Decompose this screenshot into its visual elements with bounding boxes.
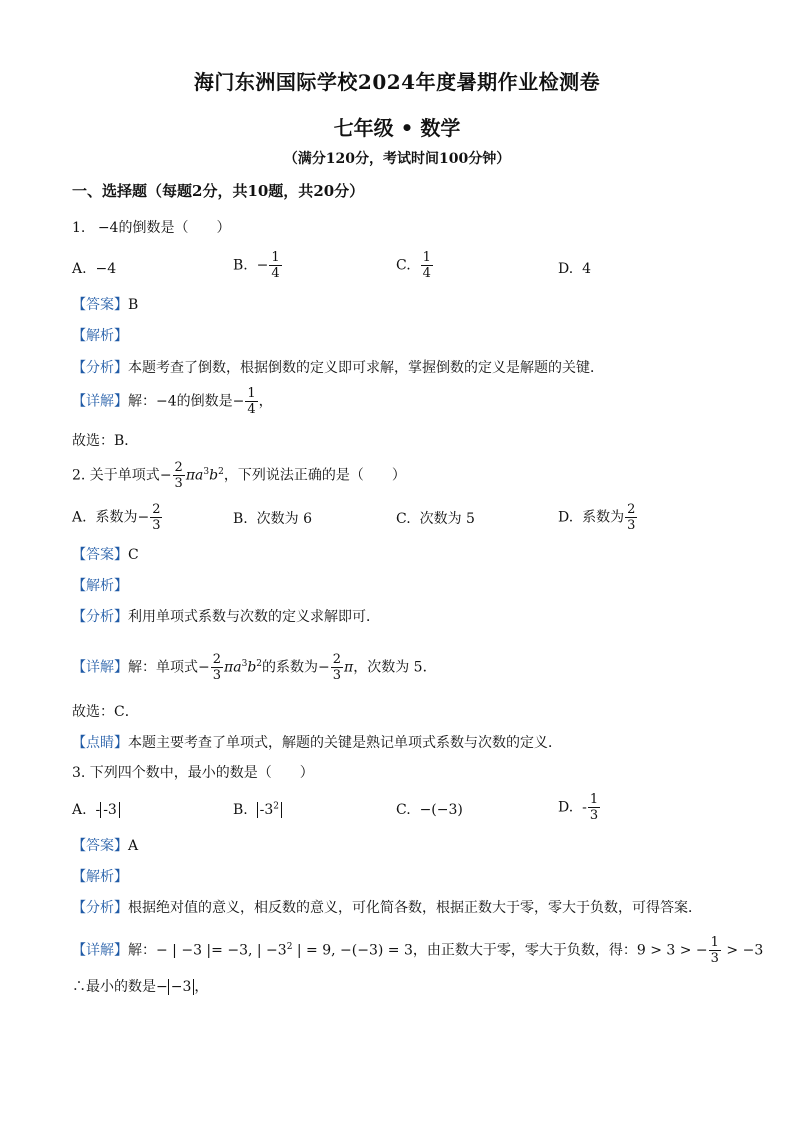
q2-answer: 【答案】C (72, 547, 139, 563)
q1-option-a: A. −4 (72, 261, 117, 277)
q3-detail: 【详解】解：− | −3 |= −3, | $-3^2$ | = 9, −(−3) = 3，由正数大于零，零大于负数，得：9 > 3 > − $\frac{1}{3}$ > −3 (72, 935, 764, 966)
q3-stem: 3. 下列四个数中，最小的数是（ ） (72, 765, 314, 781)
q2-option-a: A. 系数为− $\frac{2}{3}$ (72, 502, 161, 533)
q1-analysis-label: 【解析】 (72, 328, 128, 344)
q3-fenxi: 【分析】根据绝对值的意义，相反数的意义，可化简各数，根据正数大于零，零大于负数，可得答案． (72, 900, 702, 916)
q3-answer: 【答案】A (72, 838, 139, 854)
q2-detail: 【详解】解：单项式− $\frac{2}{3}$ $\pi a^3b^2$的系数为− $\frac{2}{3}$ π，次数为 5． (72, 652, 437, 683)
q1-fenxi: 【分析】本题考查了倒数，根据倒数的定义即可求解，掌握倒数的定义是解题的关键． (72, 360, 604, 376)
q1-option-d: D. 4 (558, 261, 592, 277)
q3-conclusion: ∴最小的数是− −3 ， (72, 979, 209, 995)
q2-option-b: B. 次数为 6 (233, 511, 313, 527)
q2-choose: 故选：C． (72, 704, 139, 720)
section-heading: 一、选择题（每题2分，共10题，共20分） (72, 182, 365, 200)
q2-fenxi: 【分析】利用单项式系数与次数的定义求解即可． (72, 609, 380, 625)
q3-analysis-label: 【解析】 (72, 869, 128, 885)
exam-note: （满分120分，考试时间100分钟） (283, 151, 511, 167)
q2-analysis-label: 【解析】 (72, 578, 128, 594)
q2-option-c: C. 次数为 5 (396, 511, 475, 527)
q1-option-c: C. $\frac{1}{4}$ (396, 250, 431, 281)
q3-option-d: D. - $\frac{1}{3}$ (558, 792, 599, 823)
q1-detail: 【详解】解：−4的倒数是− $\frac{1}{4}$ ， (72, 386, 273, 417)
q1-answer: 【答案】B (72, 297, 139, 313)
q2-comment: 【点睛】本题主要考查了单项式，解题的关键是熟记单项式系数与次数的定义． (72, 735, 562, 751)
q2-stem: 2. 关于单项式− $\frac{2}{3}$ $\pi a^3b^2$，下列说法正确的是（ ） (72, 460, 406, 491)
q1-stem: 1. −4的倒数是（ ） (72, 220, 231, 236)
q1-choose: 故选：B． (72, 433, 139, 449)
exam-subtitle: 七年级 • 数学 (333, 116, 461, 140)
q1-option-b: B. − $\frac{1}{4}$ (233, 250, 280, 281)
q3-option-b: B. $-3^2$ (233, 800, 282, 820)
q3-option-a: A. - -3 (72, 800, 120, 820)
exam-title: 海门东洲国际学校2024年度暑期作业检测卷 (193, 70, 601, 94)
q3-option-c: C. −(−3) (396, 802, 463, 818)
q2-option-d: D. 系数为 $\frac{2}{3}$ (558, 502, 636, 533)
